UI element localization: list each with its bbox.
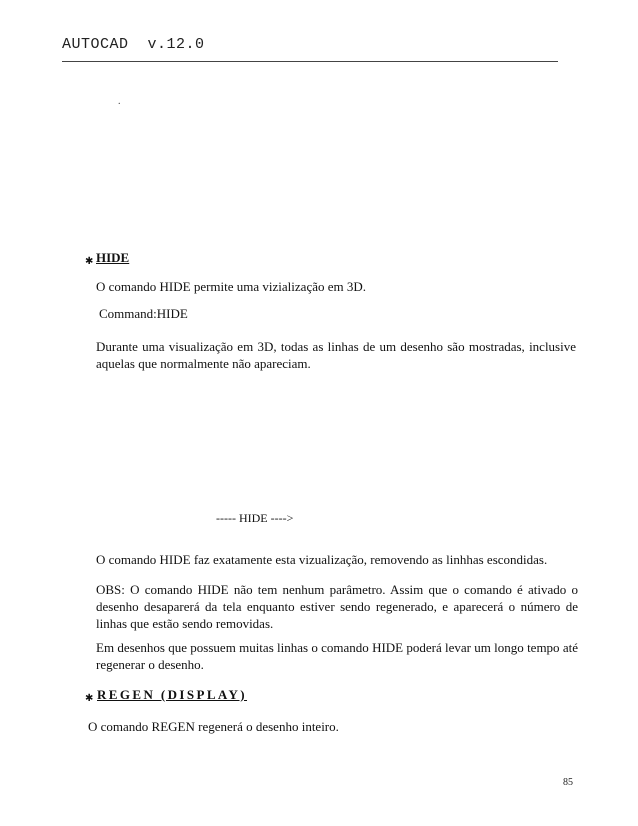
- header-divider: [62, 61, 558, 62]
- regen-bullet-icon: ✱: [85, 693, 94, 704]
- hide-description-text: Durante uma visualização em 3D, todas as linhas de um desenho são mostradas, inclusive aquelas que normalmente não apareciam.: [96, 339, 576, 371]
- regen-description-text: O comando REGEN regenerá o desenho inteiro.: [88, 719, 339, 734]
- regen-heading: REGEN (DISPLAY): [97, 687, 248, 702]
- hide-follow-up-text: O comando HIDE faz exatamente esta vizualização, removendo as linhhas escondidas.: [96, 552, 548, 567]
- hide-bullet-icon: ✱: [85, 256, 94, 267]
- hide-command-text: Command:HIDE: [99, 306, 188, 321]
- hide-intro-text: O comando HIDE permite uma vizialização em 3D.: [96, 279, 367, 294]
- stray-dot: .: [118, 96, 121, 107]
- hide-note-text: Em desenhos que possuem muitas linhas o comando HIDE poderá levar um longo tempo até regenerar o desenho.: [96, 640, 578, 672]
- hide-heading: HIDE: [96, 250, 130, 265]
- hide-obs-text: OBS: O comando HIDE não tem nenhum parâmetro. Assim que o comando é ativado o desenho desaparerá da tela enquanto estiver sendo regenerado, e aparecerá o número de linhas que estão sendo removidas.: [96, 582, 578, 631]
- page-header-title: AUTOCAD v.12.0: [62, 36, 205, 53]
- page-number: 85: [563, 777, 573, 788]
- hide-figure-label: ----- HIDE ---->: [216, 511, 294, 525]
